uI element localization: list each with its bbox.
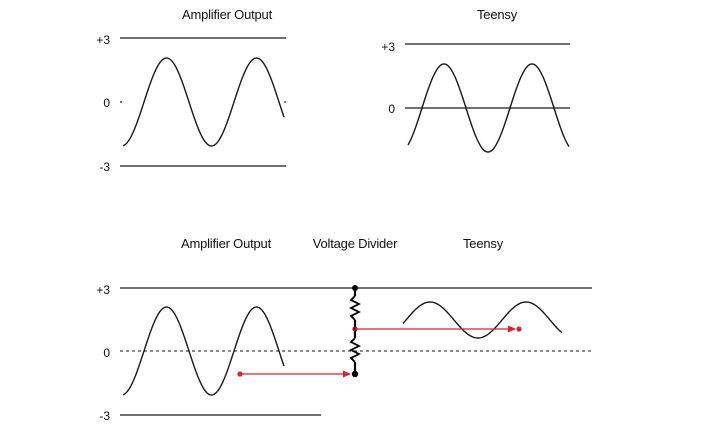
sine-wave-teensy-bottom xyxy=(403,302,562,338)
arrow-target-point-teensy xyxy=(516,326,521,331)
sine-wave-amplifier-top xyxy=(123,58,284,146)
zero-dot-left-top-left xyxy=(120,101,122,103)
label-plus3-top-right: +3 xyxy=(381,40,395,54)
label-zero-bottom: 0 xyxy=(103,346,110,360)
panel-teensy-top xyxy=(381,7,570,152)
title-teensy-top: Teensy xyxy=(477,7,517,22)
label-plus3-bottom: +3 xyxy=(96,283,110,297)
resistor-upper-zigzag-icon xyxy=(351,296,359,320)
divider-node-bottom xyxy=(352,371,358,377)
label-minus3-top-left: -3 xyxy=(99,160,110,174)
divider-node-top xyxy=(352,285,358,291)
label-zero-top-right: 0 xyxy=(388,102,395,116)
title-voltage-divider: Voltage Divider xyxy=(312,236,398,251)
title-amplifier-output-top: Amplifier Output xyxy=(181,7,273,22)
panel-combined-bottom xyxy=(96,236,592,423)
label-plus3-top-left: +3 xyxy=(96,33,110,47)
resistor-lower-zigzag-icon xyxy=(351,338,359,362)
zero-dot-right-top-left xyxy=(284,101,286,103)
title-amplifier-output-bottom: Amplifier Output xyxy=(180,236,272,251)
title-teensy-bottom: Teensy xyxy=(463,236,503,251)
panel-amplifier-output-top xyxy=(96,7,286,174)
voltage-divider-resistor-chain xyxy=(351,285,359,377)
label-minus3-bottom: -3 xyxy=(99,409,110,423)
label-zero-top-left: 0 xyxy=(103,96,110,110)
